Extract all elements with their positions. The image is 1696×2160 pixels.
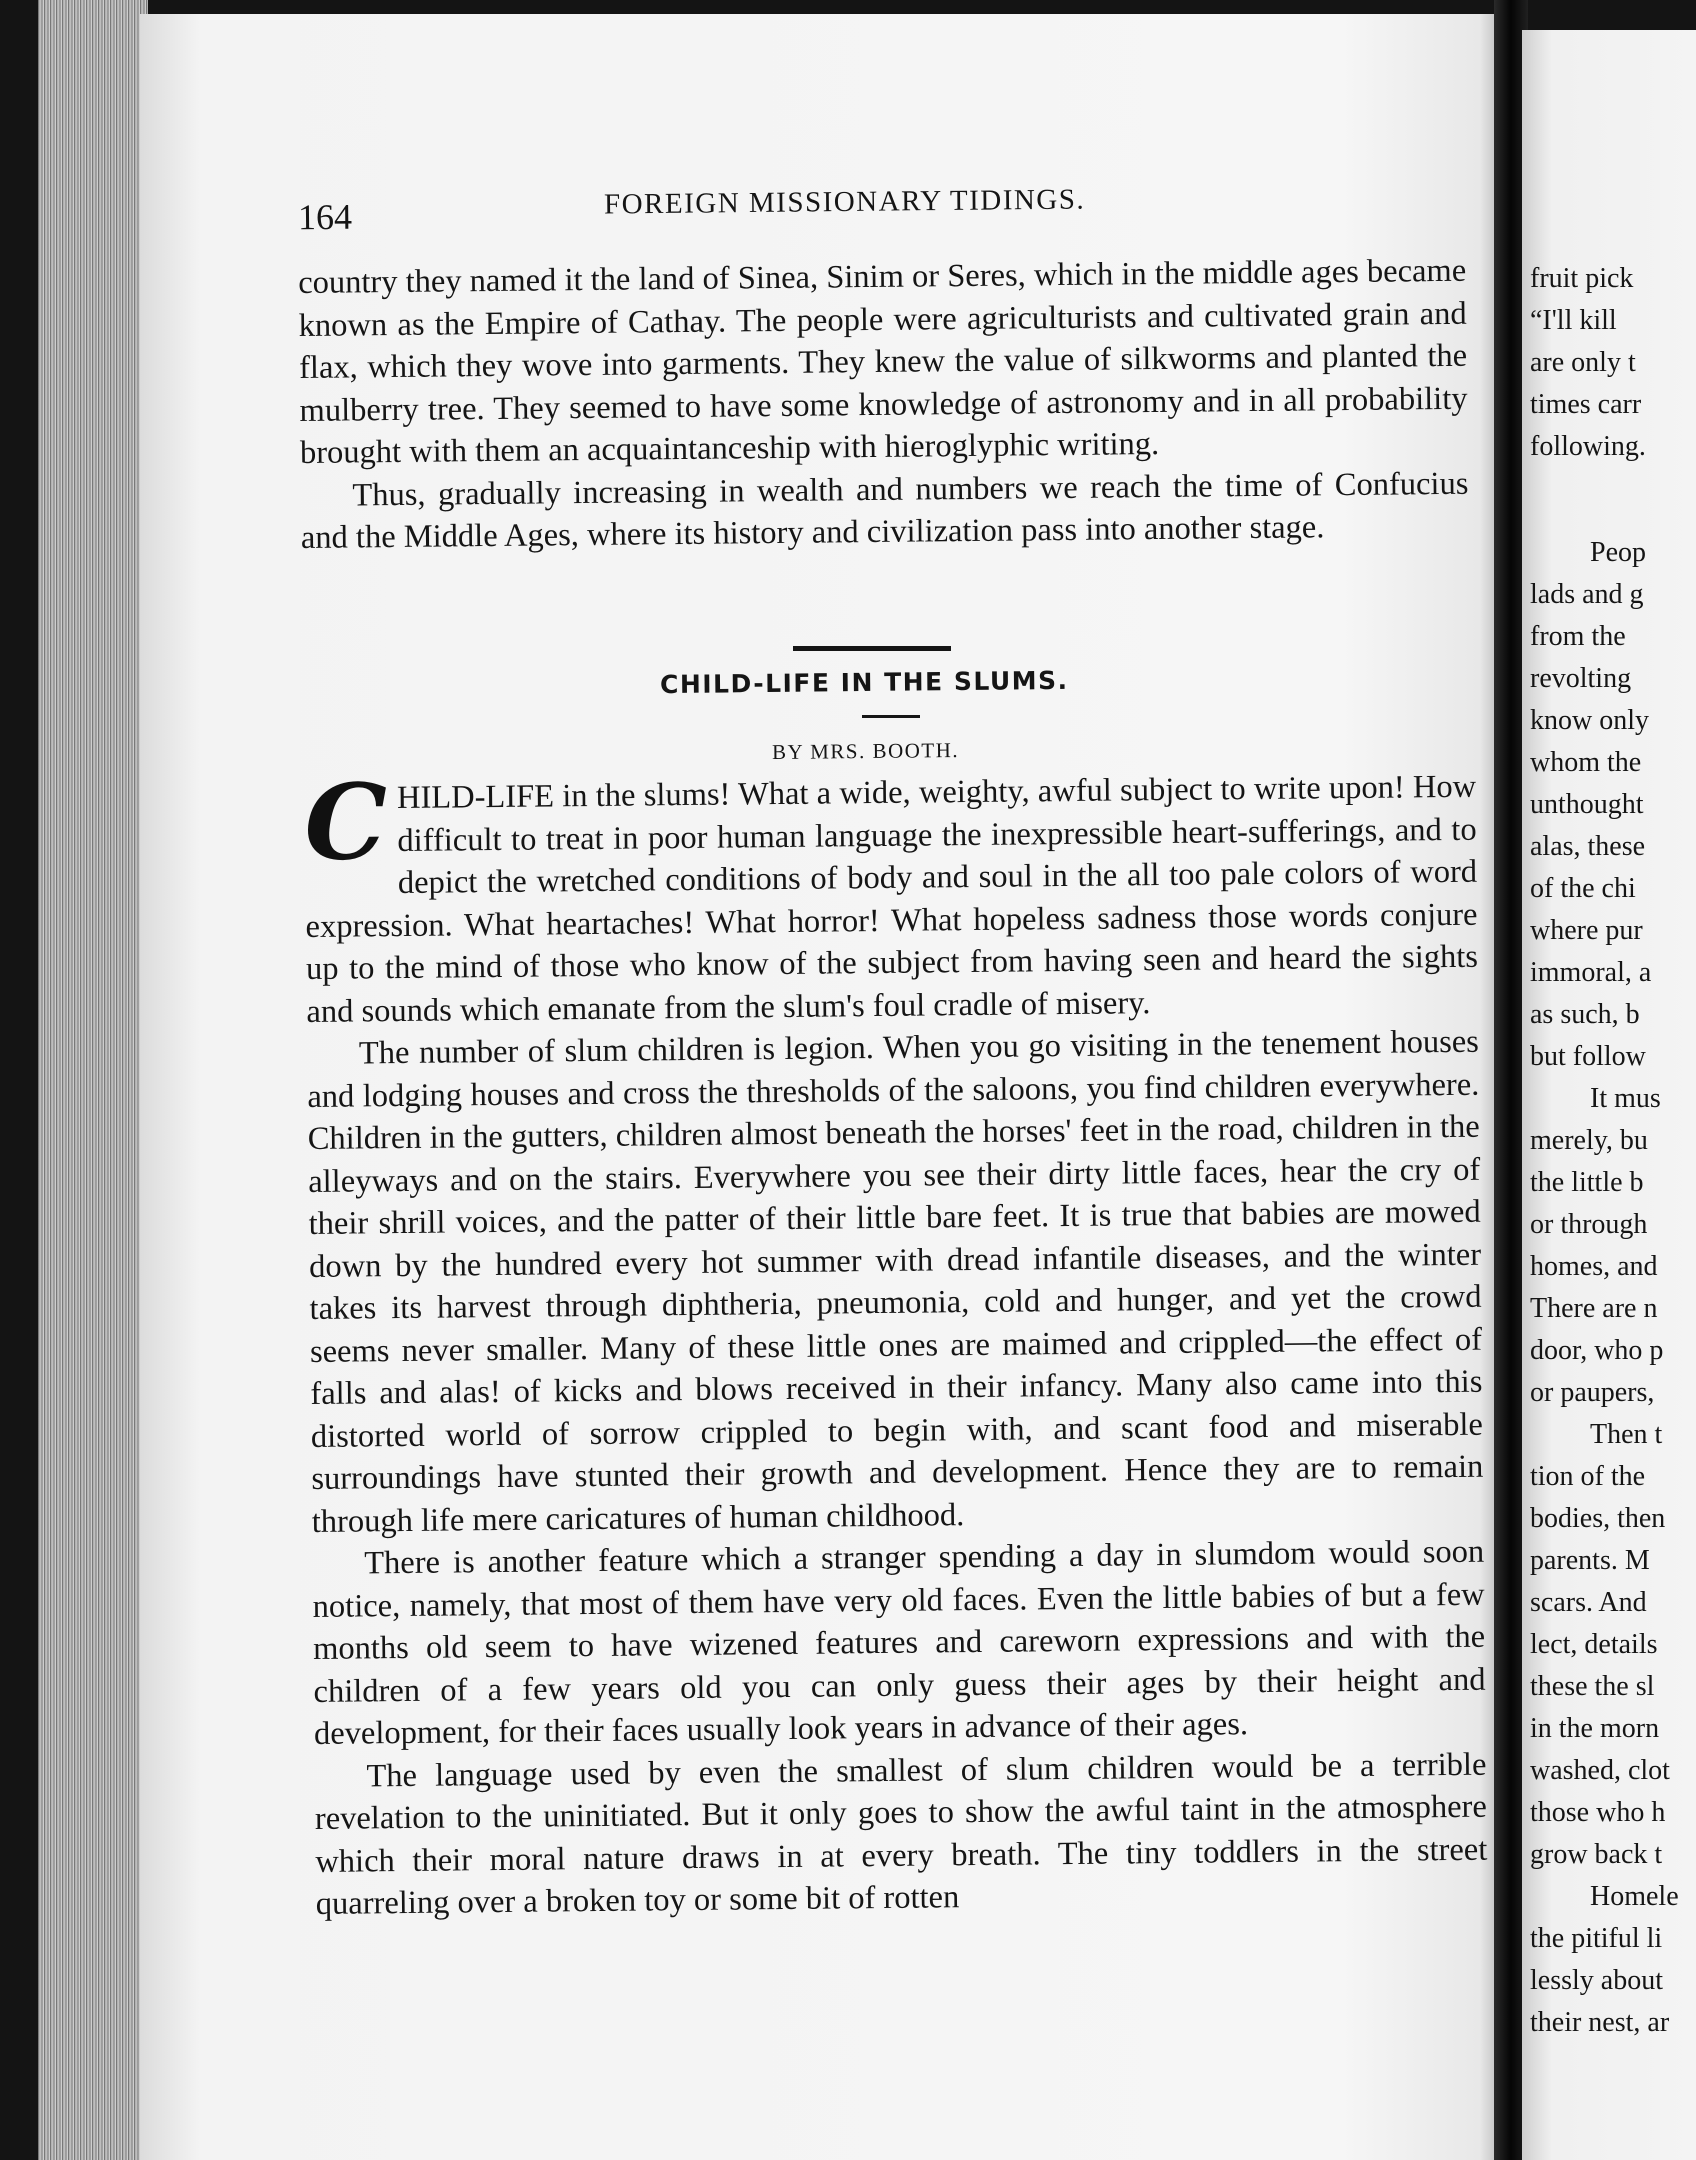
right-page-line: parents. M bbox=[1530, 1545, 1650, 1576]
page-edges bbox=[38, 0, 148, 2160]
title-rule bbox=[862, 715, 920, 718]
intro-text bbox=[298, 250, 1469, 560]
right-page-line: Homele bbox=[1590, 1881, 1679, 1912]
right-page-line: lessly about bbox=[1530, 1965, 1663, 1996]
right-page-line: revolting bbox=[1530, 663, 1632, 694]
right-page-line: whom the bbox=[1530, 747, 1642, 778]
right-page-line: merely, bu bbox=[1530, 1125, 1648, 1156]
article-paragraph: There is another feature which a stranger spending a day in slumdom would soon notice, namely, that most of them have very old faces. Even the little babies of but a few months old seem to have wizened features and careworn expressions and with the children of a few years old you can only guess their ages by their height and development, for their faces usually look years in advance of their ages. bbox=[312, 1533, 1486, 1752]
article-body bbox=[303, 760, 1488, 1926]
right-page-line: Peop bbox=[1590, 537, 1646, 568]
right-page-text bbox=[1530, 258, 1696, 2044]
first-paragraph-text: HILD-LIFE in the slums! What a wide, weighty, awful subject to write upon! How difficult to treat in poor human language the inexpressible heart-sufferings, and to depict the wretched conditions of body and soul in the all too pale colors of word expression. What heartaches! What horror! What hopeless sadness those words conjure up to the mind of those who know of the subject from having seen and heard the sights and sounds which emanate from the slum's foul cradle of misery. bbox=[305, 768, 1479, 1030]
article-paragraph bbox=[303, 760, 1479, 1033]
byline: BY MRS. BOOTH. bbox=[771, 738, 960, 764]
right-page-line: in the morn bbox=[1530, 1713, 1660, 1744]
paragraph-gap bbox=[1530, 468, 1696, 532]
right-page-line: grow back t bbox=[1530, 1839, 1663, 1870]
right-page-line: lads and g bbox=[1530, 579, 1644, 610]
right-page-line: their nest, ar bbox=[1530, 2007, 1670, 2038]
right-page-line: as such, b bbox=[1530, 999, 1640, 1030]
right-page-line: or paupers, bbox=[1530, 1377, 1655, 1408]
right-page-line: unthought bbox=[1530, 789, 1644, 820]
right-page bbox=[1522, 30, 1696, 2160]
right-page-line: those who h bbox=[1530, 1797, 1666, 1828]
right-page-line: tion of the bbox=[1530, 1461, 1646, 1492]
right-page-line: There are n bbox=[1530, 1293, 1658, 1324]
right-page-line: “I'll kill bbox=[1530, 305, 1617, 336]
right-page-line: the pitiful li bbox=[1530, 1923, 1663, 1954]
right-page-line: from the bbox=[1530, 621, 1626, 652]
right-page-line: Then t bbox=[1590, 1419, 1663, 1450]
right-page-line: following. bbox=[1530, 431, 1646, 462]
section-rule bbox=[793, 646, 951, 651]
right-page-line: times carr bbox=[1530, 389, 1642, 420]
right-page-line: immoral, a bbox=[1530, 957, 1652, 988]
right-page-line: It mus bbox=[1590, 1083, 1661, 1114]
right-page-line: alas, these bbox=[1530, 831, 1646, 862]
right-page-line: the little b bbox=[1530, 1167, 1644, 1198]
right-page-line: lect, details bbox=[1530, 1629, 1658, 1660]
intro-paragraph: Thus, gradually increasing in wealth and numbers we reach the time of Confucius and the Middle Ages, where its history and civilization pass into another stage. bbox=[300, 465, 1469, 556]
right-page-line: washed, clot bbox=[1530, 1755, 1670, 1786]
drop-cap: C bbox=[303, 760, 388, 884]
intro-paragraph: country they named it the land of Sinea, Sinim or Seres, which in the middle ages became known as the Empire of Cathay. The people were agriculturists and cultivated grain and flax, which they wove into garments. They knew the value of silkworms and planted the mulberry tree. They seemed to have some knowledge of astronomy and in all probability brought with them an acquaintanceship with hieroglyphic writing. bbox=[298, 252, 1468, 471]
page-number: 164 bbox=[297, 196, 353, 238]
article-paragraph: The number of slum children is legion. When you go visiting in the tenement houses and lodging houses and cross the thresholds of the saloons, you find children everywhere. Children in the gutters, children almost beneath the horses' feet in the road, children in the alleyways and on the stairs. Everywhere you see their dirty little faces, hear the cry of their shrill voices, and the patter of their little bare feet. It is true that babies are mowed down by the hundred every hot summer with dread infantile diseases, and the winter takes its harvest through diphtheria, pneumonia, cold and hunger, and yet the crowd seems never smaller. Many of these little ones are maimed and crippled—the effect of falls and alas! of kicks and blows received in their infancy. Many also came into this distorted world of sorrow crippled to begin with, and scant food and miserable surroundings have stunted their growth and development. Hence they are to remain through life mere caricatures of human childhood. bbox=[307, 1023, 1484, 1540]
right-page-line: know only bbox=[1530, 705, 1649, 736]
right-page-line: bodies, then bbox=[1530, 1503, 1666, 1534]
right-page-line: homes, and bbox=[1530, 1251, 1658, 1282]
running-head: FOREIGN MISSIONARY TIDINGS. bbox=[603, 183, 1086, 221]
right-page-line: where pur bbox=[1530, 915, 1643, 946]
right-page-line: are only t bbox=[1530, 347, 1636, 378]
article-title: CHILD-LIFE IN THE SLUMS. bbox=[659, 665, 1069, 700]
right-page-line: or through bbox=[1530, 1209, 1648, 1240]
right-page-line: scars. And bbox=[1530, 1587, 1647, 1618]
right-page-line: these the sl bbox=[1530, 1671, 1655, 1702]
right-page-line: of the chi bbox=[1530, 873, 1636, 904]
article-paragraph: The language used by even the smallest of slum children would be a terrible revelation to the uninitiated. But it only goes to show the awful taint in the atmosphere which their moral nature draws in at every breath. The tiny toddlers in the street quarreling over a broken toy or some bit of rotten bbox=[314, 1746, 1488, 1922]
right-page-line: but follow bbox=[1530, 1041, 1646, 1072]
right-page-line: fruit pick bbox=[1530, 263, 1634, 294]
right-page-line: door, who p bbox=[1530, 1335, 1664, 1366]
